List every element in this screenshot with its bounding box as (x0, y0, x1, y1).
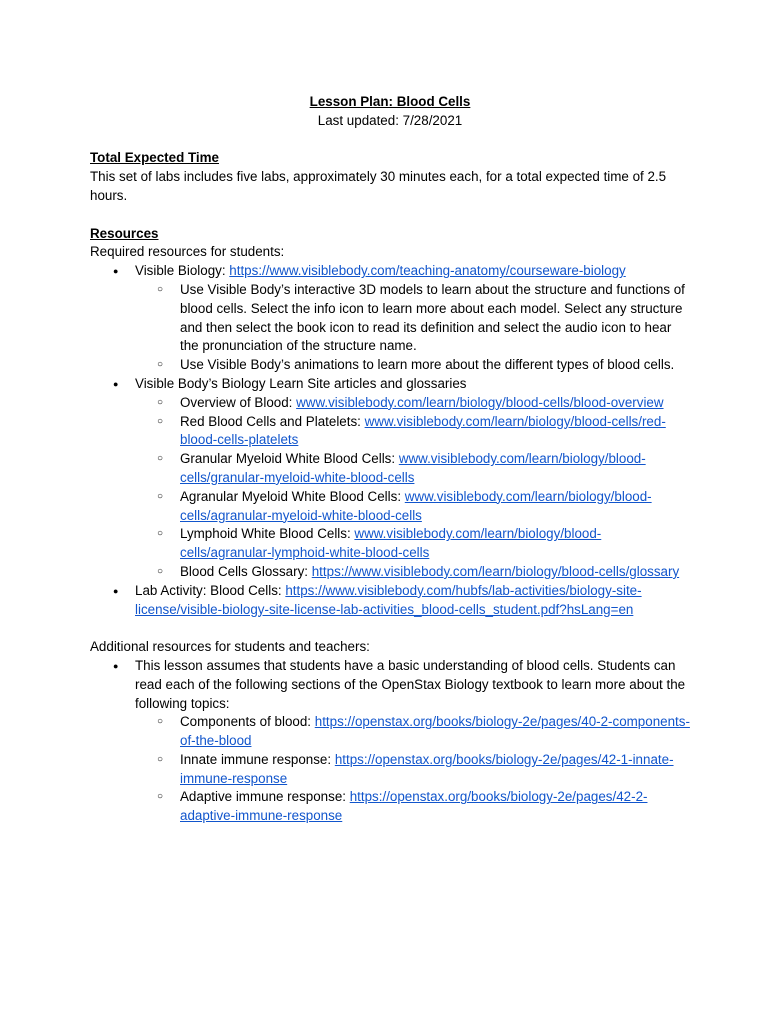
required-intro: Required resources for students: (90, 244, 285, 260)
item-label: Innate immune response: (180, 751, 335, 767)
time-text: This set of labs includes five labs, approximately 30 minutes each, for a total expected time of 2.5 hours. (90, 169, 667, 203)
document-body (90, 93, 690, 826)
resources-heading: Resources (90, 225, 159, 241)
additional-intro: Additional resources for students and teachers: (90, 639, 370, 655)
item-label: Components of blood: (180, 714, 315, 730)
sub-item (90, 488, 690, 526)
spacer (90, 206, 690, 225)
sub-list (135, 713, 690, 826)
time-heading: Total Expected Time (90, 150, 219, 166)
sub-item (90, 394, 690, 413)
item-text: This lesson assumes that students have a basic understanding of blood cells. Students can read each of the following sections of the OpenStax Biology textbook to learn more about the following topics: (135, 657, 686, 711)
required-list (90, 262, 690, 619)
item-label: Visible Biology: (135, 263, 230, 279)
list-item-learn-site (90, 375, 690, 582)
spacer (90, 131, 690, 150)
item-label: Lab Activity: Blood Cells: (135, 582, 286, 598)
components-blood-link[interactable]: https://openstax.org/books/biology-2e/pages/40-2-components-of-the-blood (180, 714, 690, 749)
list-item-visible-biology (90, 262, 690, 375)
sub-item (90, 713, 690, 751)
item-label: Adaptive immune response: (180, 789, 350, 805)
sub-item: ○ Use Visible Body’s interactive 3D models to learn about the structure and functions of blood cells. Select the info icon to learn more about each model. Select any structure and then select the book icon to read its definition and select the audio icon to hear the pronunciation of the structure name. (90, 281, 690, 356)
glossary-link[interactable]: https://www.visiblebody.com/learn/biology/blood-cells/glossary (311, 563, 680, 579)
lymphoid-link[interactable]: www.visiblebody.com/learn/biology/blood-cells/agranular-lymphoid-white-blood-cells (180, 526, 602, 561)
item-label: Red Blood Cells and Platelets: (180, 413, 365, 429)
sub-list (135, 281, 690, 375)
page-title: Lesson Plan: Blood Cells (309, 94, 471, 109)
sub-item (90, 751, 690, 789)
spacer (90, 619, 690, 638)
list-item-lab-activity (90, 582, 690, 620)
overview-blood-link[interactable]: www.visiblebody.com/learn/biology/blood-cells/blood-overview (296, 394, 664, 410)
list-item-openstax (90, 657, 690, 826)
sub-item (90, 563, 690, 582)
sub-item (90, 788, 690, 826)
lab-activity-link[interactable]: https://www.visiblebody.com/hubfs/lab-activities/biology-site-license/visible-biology-site-license-lab-activities_blood-cells_student.pdf?hsLang=en (135, 582, 642, 617)
item-label: Lymphoid White Blood Cells: (180, 526, 355, 542)
item-label: Agranular Myeloid White Blood Cells: (180, 488, 405, 504)
item-label: Granular Myeloid White Blood Cells: (180, 451, 399, 467)
last-updated: Last updated: 7/28/2021 (317, 112, 463, 128)
sub-item (90, 450, 690, 488)
additional-list (90, 657, 690, 826)
visible-biology-link[interactable]: https://www.visiblebody.com/teaching-anatomy/courseware-biology (229, 263, 626, 279)
sub-item (90, 413, 690, 451)
red-blood-cells-link[interactable]: www.visiblebody.com/learn/biology/blood-cells/red-blood-cells-platelets (180, 413, 666, 448)
item-label: Visible Body’s Biology Learn Site articles and glossaries (135, 375, 467, 391)
item-label: Blood Cells Glossary: (180, 563, 312, 579)
sub-item: ○ Use Visible Body’s animations to learn more about the different types of blood cells. (90, 356, 690, 375)
agranular-myeloid-link[interactable]: www.visiblebody.com/learn/biology/blood-cells/agranular-myeloid-white-blood-cells (180, 488, 652, 523)
granular-myeloid-link[interactable]: www.visiblebody.com/learn/biology/blood-cells/granular-myeloid-white-blood-cells (180, 451, 646, 485)
adaptive-immune-link[interactable]: https://openstax.org/books/biology-2e/pages/42-2-adaptive-immune-response (180, 789, 648, 824)
innate-immune-link[interactable]: https://openstax.org/books/biology-2e/pages/42-1-innate-immune-response (180, 751, 674, 786)
sub-list (135, 394, 690, 582)
item-label: Overview of Blood: (180, 394, 297, 410)
sub-item (90, 525, 690, 563)
